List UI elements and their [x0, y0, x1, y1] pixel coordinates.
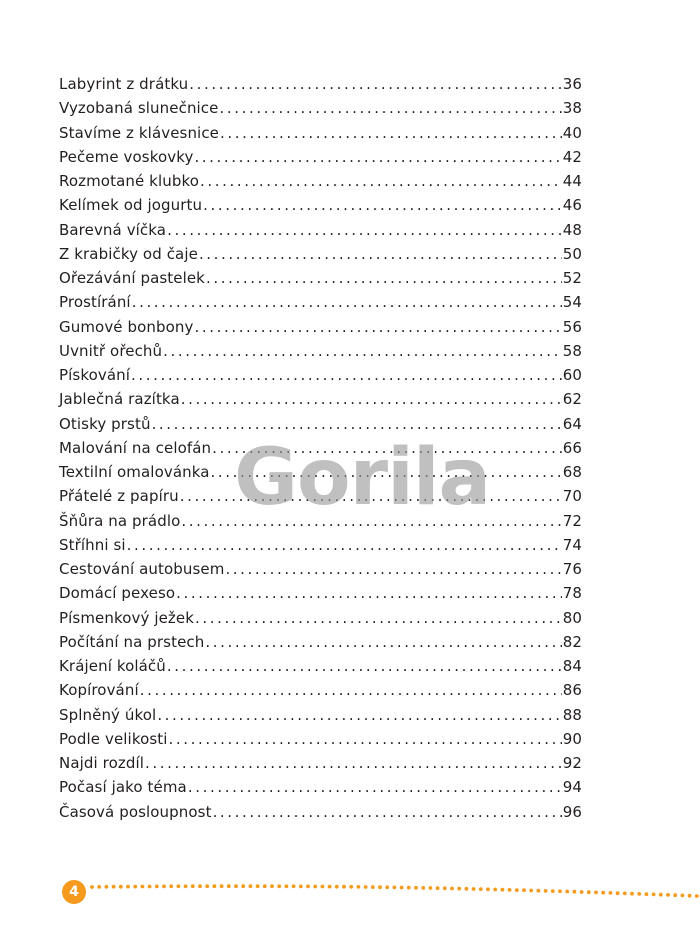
footer-dot: [162, 885, 166, 889]
toc-entry-page-number: 50: [562, 244, 582, 263]
toc-entry-page-number: 78: [562, 584, 582, 603]
footer-dot: [112, 885, 116, 889]
toc-entry-page-number: 92: [562, 754, 582, 772]
footer-dot: [501, 888, 505, 892]
toc-dot-leader: [220, 121, 562, 145]
toc-entry: [59, 315, 582, 339]
toc-entry-title: Splněný úkol: [59, 705, 157, 724]
footer-dot: [371, 885, 375, 889]
footer-dot: [587, 890, 591, 894]
footer-dot: [450, 887, 454, 891]
footer-dot: [234, 884, 238, 888]
toc-dot-leader: [188, 775, 562, 799]
footer-dot: [630, 892, 634, 896]
footer-dot: [184, 884, 188, 888]
toc-entry: [59, 387, 582, 411]
decorative-dotted-line: [0, 870, 700, 915]
toc-entry-title: Ořezávání pastelek: [59, 269, 205, 287]
footer-dot: [292, 884, 296, 888]
footer-dot: [349, 885, 353, 889]
footer-dot: [551, 889, 555, 893]
footer-dot: [400, 886, 404, 890]
footer-dot: [529, 889, 533, 893]
footer-dot: [580, 890, 584, 894]
toc-entry-title: Vyzobaná slunečnice: [59, 99, 219, 118]
toc-entry-title: Pískování: [59, 366, 131, 384]
footer-dot: [169, 884, 173, 888]
footer-dot: [637, 892, 641, 896]
toc-entry-page-number: 60: [562, 366, 582, 384]
toc-entry-title: Cestování autobusem: [59, 560, 225, 578]
toc-dot-leader: [200, 169, 562, 193]
toc-entry: [59, 678, 582, 702]
footer-dot: [673, 893, 677, 897]
footer-dot: [126, 885, 130, 889]
footer-dot: [616, 891, 620, 895]
footer-dot: [155, 885, 159, 889]
footer-dot: [256, 884, 260, 888]
toc-dot-leader: [189, 72, 561, 96]
toc-entry-title: Kopírování: [59, 681, 139, 700]
toc-entry-page-number: 82: [562, 632, 582, 651]
footer-dot: [299, 885, 303, 889]
toc-entry-page-number: 58: [562, 341, 582, 360]
toc-entry: [59, 654, 582, 678]
toc-entry-title: Domácí pexeso: [59, 584, 176, 603]
footer-dot: [119, 885, 123, 889]
footer-dot: [493, 888, 497, 892]
toc-dot-leader: [131, 363, 562, 387]
footer-dot: [421, 886, 425, 890]
toc-dot-leader: [176, 581, 562, 605]
toc-entry-title: Labyrint z drátku: [59, 75, 189, 93]
toc-entry: [59, 630, 582, 654]
footer-dot: [645, 892, 649, 896]
toc-entry-page-number: 84: [562, 657, 582, 675]
footer-dot: [659, 893, 663, 897]
footer-dot: [457, 887, 461, 891]
toc-entry-title: Krájení koláčů: [59, 657, 166, 675]
footer-dot: [220, 884, 224, 888]
footer-dot: [285, 884, 289, 888]
footer-dot: [609, 891, 613, 895]
footer-dot: [105, 885, 109, 889]
footer-dot: [666, 893, 670, 897]
toc-entry: [59, 557, 582, 581]
toc-entry: [59, 581, 582, 605]
footer-dot: [241, 884, 245, 888]
toc-dot-leader: [203, 193, 562, 217]
footer-dot: [321, 885, 325, 889]
toc-entry-page-number: 94: [562, 778, 582, 797]
footer-dot: [508, 888, 512, 892]
toc-dot-leader: [167, 654, 562, 678]
footer-dot: [364, 885, 368, 889]
toc-entry: [59, 96, 582, 120]
toc-entry-page-number: 88: [562, 705, 582, 724]
footer-dot: [652, 893, 656, 897]
footer-dot: [558, 889, 562, 893]
toc-entry-page-number: 44: [562, 172, 582, 190]
footer-dot: [148, 885, 152, 889]
toc-entry-page-number: 46: [562, 196, 582, 215]
footer-dot: [681, 894, 685, 898]
footer-dot: [515, 888, 519, 892]
toc-dot-leader: [199, 242, 562, 266]
toc-entry-page-number: 48: [562, 220, 582, 239]
toc-entry: [59, 775, 582, 799]
footer-dot: [465, 887, 469, 891]
footer-dot: [537, 889, 541, 893]
footer-dot: [227, 884, 231, 888]
toc-dot-leader: [206, 266, 562, 290]
toc-entry-title: Počítání na prstech: [59, 632, 205, 651]
toc-entry-title: Počasí jako téma: [59, 778, 187, 797]
toc-dot-leader: [194, 315, 561, 339]
footer-dot: [205, 884, 209, 888]
footer-dot: [198, 884, 202, 888]
toc-entry-title: Najdi rozdíl: [59, 754, 144, 772]
toc-entry-page-number: 86: [562, 681, 582, 700]
toc-entry-page-number: 72: [562, 511, 582, 530]
toc-entry: [59, 363, 582, 387]
footer-dot: [407, 886, 411, 890]
toc-entry-page-number: 56: [562, 317, 582, 336]
toc-entry-title: Textilní omalovánka: [59, 463, 210, 481]
toc-entry-page-number: 38: [562, 99, 582, 118]
toc-entry-page-number: 76: [562, 560, 582, 578]
footer-dot: [443, 886, 447, 890]
page-number-badge: 4: [62, 880, 86, 904]
footer-dot: [544, 889, 548, 893]
toc-dot-leader: [132, 290, 562, 314]
toc-entry-page-number: 80: [562, 608, 582, 627]
toc-entry-page-number: 54: [562, 293, 582, 312]
toc-entry-page-number: 70: [562, 487, 582, 506]
watermark: Gorila: [234, 433, 491, 523]
toc-entry-title: Uvnitř ořechů: [59, 341, 163, 360]
toc-entry-title: Z krabičky od čaje: [59, 244, 198, 263]
footer-dot: [177, 884, 181, 888]
toc-entry-page-number: 36: [562, 75, 582, 93]
toc-entry-title: Stavíme z klávesnice: [59, 123, 220, 142]
toc-entry-page-number: 40: [562, 123, 582, 142]
toc-dot-leader: [169, 727, 562, 751]
footer-dot: [623, 892, 627, 896]
toc-entry-title: Stříhni si: [59, 535, 126, 554]
toc-dot-leader: [220, 96, 562, 120]
toc-entry-title: Barevná víčka: [59, 220, 167, 239]
page-footer: [0, 870, 700, 915]
toc-dot-leader: [181, 387, 562, 411]
toc-entry-title: Časová posloupnost: [59, 802, 212, 821]
footer-dot: [313, 885, 317, 889]
footer-dot: [335, 885, 339, 889]
footer-dot: [385, 885, 389, 889]
toc-entry-title: Jablečná razítka: [59, 390, 180, 409]
toc-entry-title: Rozmotané klubko: [59, 172, 199, 190]
footer-dot: [393, 886, 397, 890]
toc-entry: [59, 218, 582, 242]
footer-dot: [601, 891, 605, 895]
toc-entry: [59, 169, 582, 193]
toc-entry-page-number: 66: [562, 438, 582, 457]
toc-entry-page-number: 90: [562, 729, 582, 748]
toc-entry: [59, 533, 582, 557]
toc-entry: [59, 339, 582, 363]
footer-dot: [357, 885, 361, 889]
toc-entry-page-number: 68: [562, 463, 582, 481]
toc-entry-title: Podle velikosti: [59, 729, 168, 748]
footer-dot: [573, 890, 577, 894]
toc-dot-leader: [213, 800, 562, 824]
footer-dot: [565, 890, 569, 894]
footer-dot: [97, 885, 101, 889]
footer-dot: [429, 886, 433, 890]
footer-dot: [213, 884, 217, 888]
toc-entry: [59, 266, 582, 290]
footer-dot: [306, 885, 310, 889]
footer-dot: [472, 887, 476, 891]
toc-entry-title: Otisky prstů: [59, 414, 151, 433]
footer-dot: [342, 885, 346, 889]
footer-dot: [277, 884, 281, 888]
footer-dot: [263, 884, 267, 888]
toc-entry: [59, 242, 582, 266]
footer-dot: [522, 888, 526, 892]
toc-dot-leader: [140, 678, 562, 702]
toc-entry: [59, 72, 582, 96]
toc-dot-leader: [163, 339, 562, 363]
toc-entry: [59, 800, 582, 824]
toc-entry: [59, 121, 582, 145]
footer-dot: [414, 886, 418, 890]
toc-entry-title: Malování na celofán: [59, 438, 212, 457]
toc-entry-page-number: 52: [562, 269, 582, 287]
toc-entry-title: Šňůra na prádlo: [59, 511, 181, 530]
toc-entry-page-number: 64: [562, 414, 582, 433]
toc-entry: [59, 606, 582, 630]
footer-dot: [90, 885, 94, 889]
footer-dot: [270, 884, 274, 888]
footer-dot: [328, 885, 332, 889]
toc-entry: [59, 193, 582, 217]
toc-dot-leader: [225, 557, 561, 581]
toc-entry: [59, 751, 582, 775]
toc-entry: [59, 145, 582, 169]
toc-dot-leader: [157, 703, 561, 727]
footer-dot: [191, 884, 195, 888]
footer-dot: [436, 886, 440, 890]
toc-entry-title: Pečeme voskovky: [59, 147, 194, 166]
footer-dot: [249, 884, 253, 888]
toc-entry-title: Písmenkový ježek: [59, 608, 195, 627]
footer-dot: [378, 885, 382, 889]
toc-entry: [59, 727, 582, 751]
toc-entry-title: Gumové bonbony: [59, 317, 194, 336]
toc-dot-leader: [194, 145, 561, 169]
toc-entry-title: Prostírání: [59, 293, 131, 312]
toc-entry: [59, 290, 582, 314]
footer-dot: [141, 885, 145, 889]
footer-dot: [688, 894, 692, 898]
toc-entry-title: Kelímek od jogurtu: [59, 196, 203, 215]
toc-dot-leader: [167, 218, 562, 242]
toc-dot-leader: [205, 630, 561, 654]
footer-dot: [695, 894, 699, 898]
toc-dot-leader: [195, 606, 562, 630]
footer-dot: [594, 891, 598, 895]
toc-entry-page-number: 74: [562, 535, 582, 554]
footer-dot: [479, 887, 483, 891]
toc-entry-page-number: 62: [562, 390, 582, 409]
footer-dot: [486, 887, 490, 891]
toc-entry-title: Přátelé z papíru: [59, 487, 179, 506]
toc-entry-page-number: 96: [562, 802, 582, 821]
footer-dot: [133, 885, 137, 889]
toc-entry: [59, 703, 582, 727]
toc-entry-page-number: 42: [562, 147, 582, 166]
toc-dot-leader: [145, 751, 562, 775]
toc-dot-leader: [127, 533, 562, 557]
